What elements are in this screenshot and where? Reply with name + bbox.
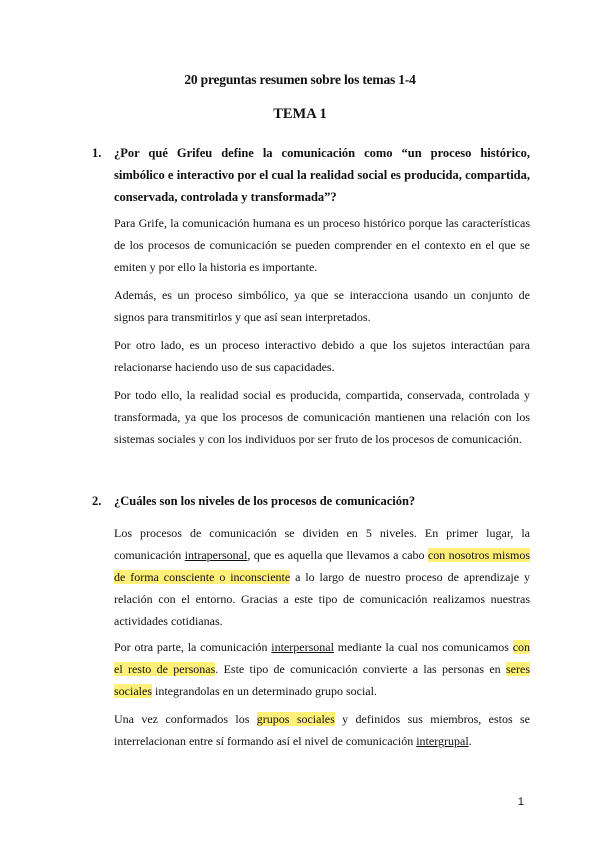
q2-p1-text-c: a lo largo de nuestro proceso de aprendizaje y relación con el entorno. Gracias a este tipo de comunicación realizamos nuestras actividades cotidianas.	[114, 570, 530, 628]
highlight-social-beings: seres sociales	[114, 662, 530, 698]
q1-paragraph-1: Para Grife, la comunicación humana es un proceso histórico porque las características de los procesos de comunicación se pueden comprender en el contexto en el que se emiten y por ello la historia es importante.	[114, 216, 530, 274]
q1-paragraph-2: Además, es un proceso simbólico, ya que se interacciona usando un conjunto de signos para transmitirlos y que así sean interpretados.	[114, 288, 530, 324]
q2-p2-text-a: Por otra parte, la comunicación	[114, 640, 272, 654]
section-title: TEMA 1	[273, 106, 327, 122]
question-2	[92, 490, 530, 512]
highlight-other-people: con el resto de personas	[114, 640, 531, 676]
term-intrapersonal: intrapersonal	[184, 548, 248, 562]
q2-p1-text-b: , que es aquella que llevamos a cabo	[247, 548, 428, 562]
highlight-social-groups: grupos sociales	[256, 712, 335, 726]
q2-paragraph-2	[114, 636, 530, 702]
q2-p3-text-a: Una vez conformados los	[114, 712, 257, 726]
question-2-text: ¿Cuáles son los niveles de los procesos de comunicación?	[114, 494, 416, 508]
q2-p2-text-b: mediante la cual nos comunicamos	[333, 640, 513, 654]
q2-p3-text-c: .	[468, 734, 472, 748]
q2-paragraph-1	[114, 522, 530, 632]
question-1-number: 1.	[92, 146, 102, 160]
document-title: 20 preguntas resumen sobre los temas 1-4	[184, 72, 416, 87]
q2-paragraph-3	[114, 708, 530, 752]
question-2-number: 2.	[92, 494, 102, 508]
q1-paragraph-4: Por todo ello, la realidad social es producida, compartida, conservada, controlada y transformada, ya que los procesos de comunicación mantienen una relación con los sistemas sociales y con los individuos por ser fruto de los procesos de comunicación.	[114, 388, 530, 446]
term-intergroup: intergrupal	[416, 734, 469, 748]
q2-p3-text-b: y definidos sus miembros, estos se interrelacionan entre sí formando así el nivel de comunicación	[114, 712, 531, 748]
q2-p2-text-c: . Este tipo de comunicación convierte a las personas en	[215, 662, 506, 676]
page-number: 1	[517, 796, 524, 808]
question-1	[92, 142, 530, 208]
q2-p1-text-a: Los procesos de comunicación se dividen en 5 niveles. En primer lugar, la comunicación	[114, 526, 530, 562]
term-interpersonal: interpersonal	[271, 640, 334, 654]
q1-paragraph-3: Por otro lado, es un proceso interactivo debido a que los sujetos interactúan para relacionarse haciendo uso de sus capacidades.	[114, 338, 530, 374]
question-1-text: ¿Por qué Grifeu define la comunicación como “un proceso histórico, simbólico e interactivo por el cual la realidad social es producida, compartida, conservada, controlada y transformada”?	[114, 146, 530, 204]
q2-p2-text-d: integrandolas en un determinado grupo social.	[152, 684, 377, 698]
highlight-self-communication: con nosotros mismos de forma consciente o inconsciente	[114, 548, 531, 584]
